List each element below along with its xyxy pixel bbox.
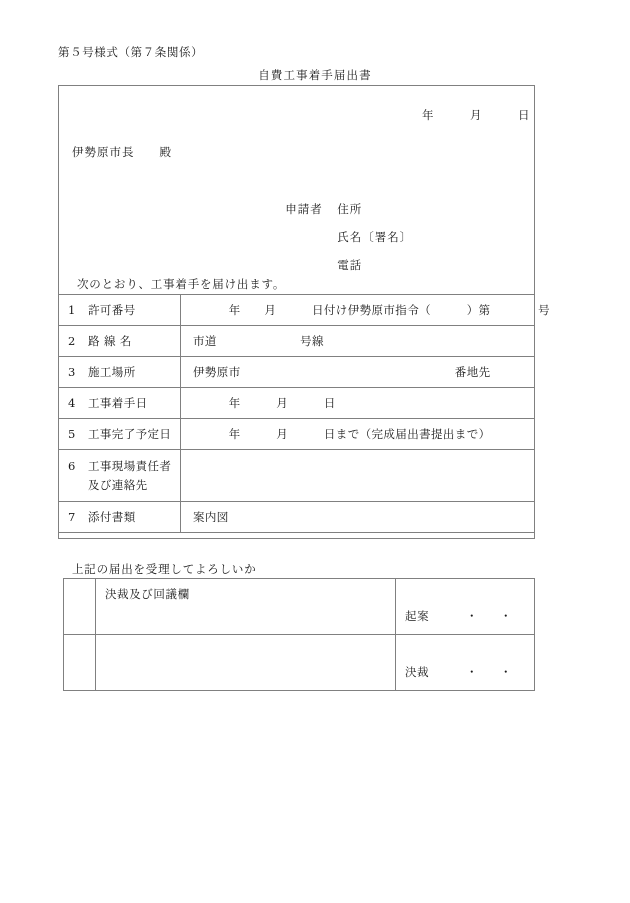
date-dot-separator: ・: [465, 665, 479, 679]
item-label-cell: [59, 357, 181, 388]
item-index: 5: [68, 427, 76, 441]
table-row[interactable]: [59, 388, 535, 419]
item-label-cell: [59, 326, 181, 357]
items-table: [58, 294, 550, 533]
date-dot-separator: ・: [465, 609, 479, 623]
item-label-cell: [59, 450, 181, 502]
approval-stub-cell[interactable]: [64, 579, 96, 635]
approval-sign-cell[interactable]: [396, 635, 535, 691]
item-label-cell: [59, 295, 181, 326]
approval-stub-cell[interactable]: [64, 635, 96, 691]
intro-sentence: 次のとおり、工事着手を届け出ます。: [77, 277, 286, 291]
applicant-group-label: 申請者: [285, 202, 323, 216]
approval-sign-cell[interactable]: [396, 579, 535, 635]
approval-body-cell[interactable]: 決裁及び回議欄: [96, 579, 396, 635]
item-label-cell: [59, 419, 181, 450]
date-dot-separator: ・: [499, 665, 513, 679]
table-row[interactable]: [59, 419, 535, 450]
approval-body-cell[interactable]: [96, 635, 396, 691]
applicant-block: [248, 185, 413, 272]
item-index: 7: [68, 510, 76, 524]
item-label-line2: 及び連絡先: [88, 478, 148, 492]
item-value-cell[interactable]: 年 月 日: [181, 388, 535, 419]
form-code-label: 第５号様式（第７条関係）: [58, 45, 204, 59]
item-index: 1: [68, 303, 76, 317]
item-value-cell[interactable]: [181, 450, 535, 502]
table-row[interactable]: [59, 295, 535, 326]
approval-question-text: 上記の届出を受理してよろしいか: [72, 562, 257, 576]
date-field-line[interactable]: 年 月 日: [422, 108, 530, 122]
application-form-box: [58, 85, 550, 539]
applicant-address-label: 住所: [337, 202, 363, 216]
item-value-cell[interactable]: 年 月 日付け伊勢原市指令（ ）第 号: [181, 295, 535, 326]
approval-table: [63, 578, 535, 691]
date-dot-separator: ・: [499, 609, 513, 623]
table-row[interactable]: [64, 635, 535, 691]
table-row[interactable]: [59, 502, 535, 533]
item-value-cell[interactable]: 伊勢原市 番地先: [181, 357, 535, 388]
item-label-cell: [59, 388, 181, 419]
item-index: 3: [68, 365, 76, 379]
approval-sign-label: 決裁: [405, 665, 430, 679]
item-index: 2: [68, 334, 76, 348]
item-value-cell[interactable]: 年 月 日まで（完成届出書提出まで）: [181, 419, 535, 450]
table-row[interactable]: [59, 357, 535, 388]
applicant-name-label: 氏名〔署名〕: [337, 230, 413, 244]
item-label: 施工場所: [88, 365, 136, 379]
item-value-cell[interactable]: 市道 号線: [181, 326, 535, 357]
item-value-cell[interactable]: 案内図: [181, 502, 535, 533]
table-row[interactable]: [59, 450, 535, 502]
item-label: 添付書類: [88, 510, 136, 524]
applicant-address-row[interactable]: [248, 185, 412, 216]
table-row[interactable]: [59, 326, 535, 357]
item-index: 6: [68, 459, 76, 473]
item-label: 工事現場責任者: [88, 459, 172, 473]
item-label: 工事着手日: [88, 396, 148, 410]
applicant-phone-label: 電話: [337, 258, 363, 272]
approval-sign-label: 起案: [405, 609, 430, 623]
table-row[interactable]: [64, 579, 535, 635]
item-label: 工事完了予定日: [88, 427, 172, 441]
item-label: 許可番号: [88, 303, 136, 317]
addressee-label: 伊勢原市長 殿: [72, 145, 172, 159]
item-label-cell: [59, 502, 181, 533]
item-label: 路 線 名: [88, 334, 132, 348]
item-index: 4: [68, 396, 76, 410]
document-title: 自費工事着手届出書: [258, 68, 372, 82]
